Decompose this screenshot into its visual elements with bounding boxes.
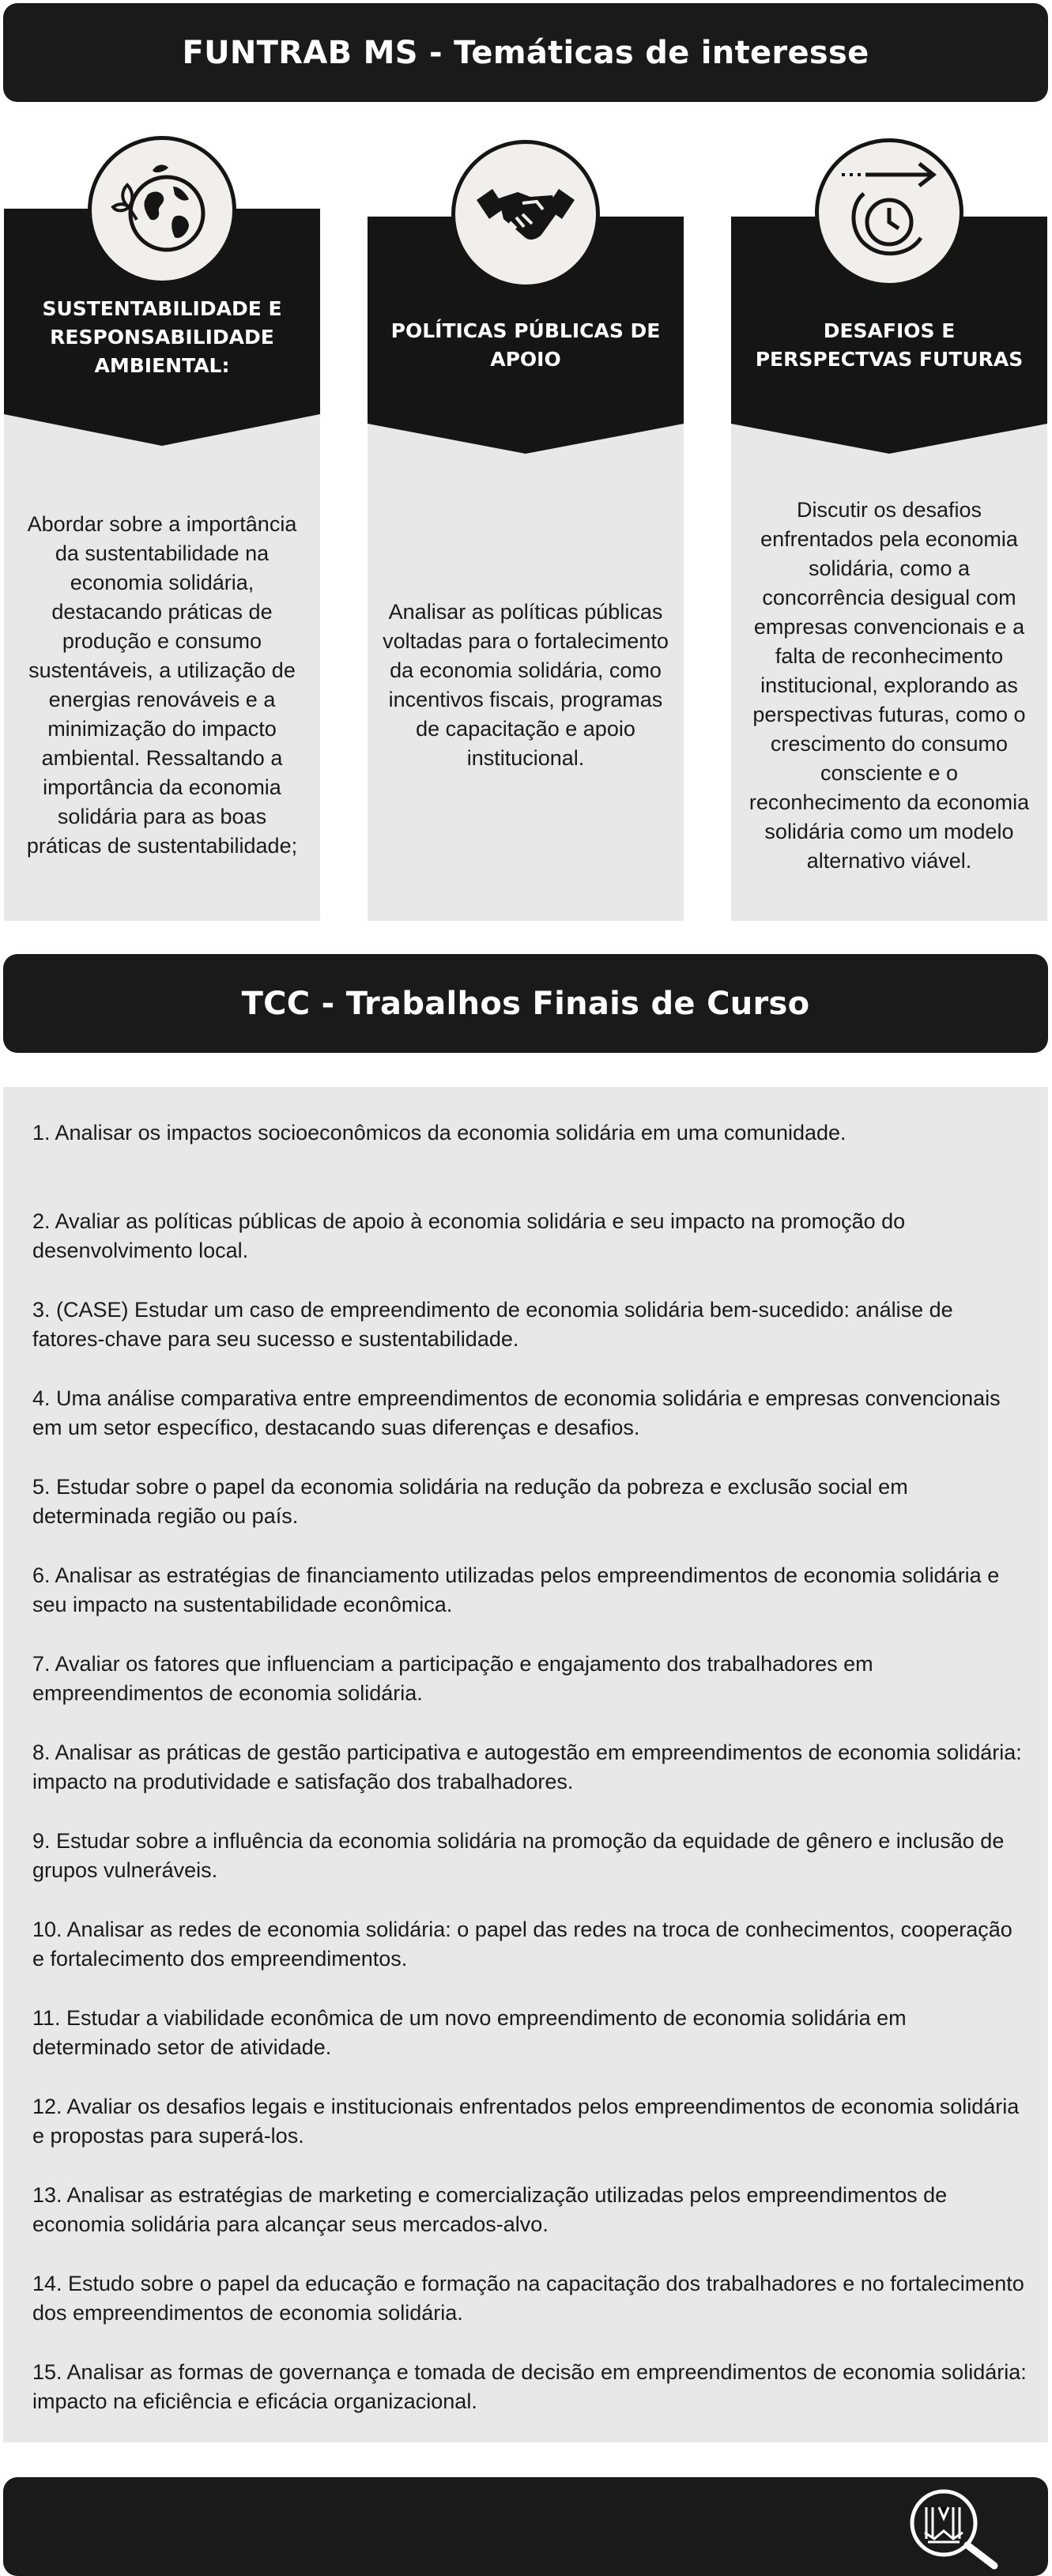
tcc-title-banner (3, 954, 1048, 1053)
magnifier-logo-icon (895, 2484, 1021, 2570)
tcc-topic-item: 8. Analisar as práticas de gestão participativa e autogestão em empreendimentos de economia solidária: impacto na produtividade e satisfação dos trabalhadores. (32, 1741, 1022, 1793)
theme-icon-circle (451, 140, 600, 289)
tcc-topic-item: 15. Analisar as formas de governança e tomada de decisão em empreendimentos de economia solidária: impacto na eficiência e eficácia organizacional. (32, 2360, 1027, 2413)
tcc-topic-item: 6. Analisar as estratégias de financiamento utilizadas pelos empreendimentos de economia solidária e seu impacto na sustentabilidade econômica. (32, 1563, 1000, 1616)
tcc-topic-item: 1. Analisar os impactos socioeconômicos da economia solidária em uma comunidade. (32, 1121, 847, 1145)
tcc-topic-item: 13. Analisar as estratégias de marketing e comercialização utilizadas pelos empreendimentos de economia solidária para alcançar seus mercados-alvo. (32, 2183, 948, 2236)
theme-card-politicas-publicas (368, 136, 684, 921)
tcc-title: TCC - Trabalhos Finais de Curso (241, 985, 810, 1022)
theme-icon-circle (815, 138, 963, 287)
footer-banner (3, 2477, 1048, 2576)
tcc-topics-list (32, 1118, 1028, 2446)
theme-icon-circle (88, 136, 236, 285)
tcc-topic-item: 14. Estudo sobre o papel da educação e formação na capacitação dos trabalhadores e no fortalecimento dos empreendimentos de economia solidária. (32, 2272, 1024, 2325)
tcc-topic-item: 4. Uma análise comparativa entre empreendimentos de economia solidária e empresas convencionais em um setor específico, destacando suas diferenças e desafios. (32, 1386, 1001, 1439)
theme-card-desafios (731, 136, 1047, 921)
tcc-topic-item: 2. Avaliar as políticas públicas de apoio à economia solidária e seu impacto na promoção do desenvolvimento local. (32, 1209, 906, 1262)
page-title: FUNTRAB MS - Temáticas de interesse (182, 34, 869, 71)
tcc-topic-item: 7. Avaliar os fatores que influenciam a participação e engajamento dos trabalhadores em empreendimentos de economia solidária. (32, 1652, 873, 1705)
theme-card-sustentabilidade (4, 136, 320, 921)
globe-with-leaves-icon (107, 155, 217, 266)
clock-with-arrow-icon (834, 157, 945, 268)
tcc-topic-item: 5. Estudar sobre o papel da economia solidária na redução da pobreza e exclusão social em determinada região ou país. (32, 1475, 908, 1528)
tcc-topic-item: 3. (CASE) Estudar um caso de empreendimento de economia solidária bem-sucedido: análise de fatores-chave para seu sucesso e sustentabilidade. (32, 1298, 953, 1351)
theme-description: Discutir os desafios enfrentados pela economia solidária, como a concorrência desigual com empresas convencionais e a falta de reconhecimento institucional, explorando as perspectivas futuras, como o crescimento do consumo consciente e o reconhecimento da economia solidária como um modelo alternativo viável. (748, 497, 1030, 873)
tcc-topic-item: 9. Estudar sobre a influência da economia solidária na promoção da equidade de gênero e inclusão de grupos vulneráveis. (32, 1829, 1005, 1882)
theme-title: DESAFIOS E PERSPECTVAS FUTURAS (755, 319, 1024, 371)
theme-title: SUSTENTABILIDADE E RESPONSABILIDADE AMBIENTAL: (42, 297, 282, 377)
handshake-icon (470, 159, 581, 270)
theme-description: Abordar sobre a importância da sustentabilidade na economia solidária, destacando práticas de produção e consumo sustentáveis, a utilização de energias renováveis e a minimização do impacto ambiental. Ressaltando a importância da economia solidária para as boas práticas de sustentabilidade; (26, 512, 298, 858)
theme-description: Analisar as políticas públicas voltadas para o fortalecimento da economia solidária, como incentivos fiscais, programas de capacitação e apoio institucional. (383, 600, 669, 770)
tcc-topic-item: 10. Analisar as redes de economia solidária: o papel das redes na troca de conhecimentos, cooperação e fortalecimento dos empreendimentos. (32, 1918, 1012, 1971)
tcc-topic-item: 11. Estudar a viabilidade econômica de um novo empreendimento de economia solidária em determinado setor de atividade. (32, 2006, 907, 2059)
tcc-topic-item: 12. Avaliar os desafios legais e institucionais enfrentados pelos empreendimentos de economia solidária e propostas para superá-los. (32, 2095, 1020, 2148)
page-title-banner (3, 3, 1048, 102)
tcc-topics-panel (3, 1087, 1048, 2442)
theme-title: POLÍTICAS PÚBLICAS DE APOIO (390, 319, 661, 371)
